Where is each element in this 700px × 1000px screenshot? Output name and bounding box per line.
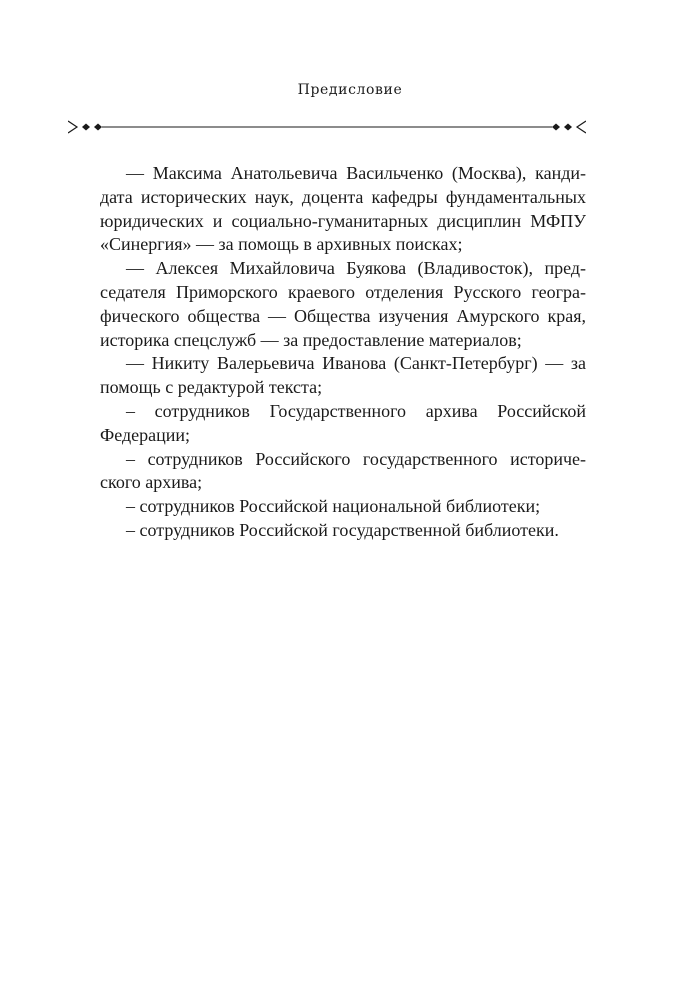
divider-ornament-icon: [68, 117, 586, 137]
text-line: ского архива;: [100, 472, 203, 493]
text-line: — Никиту Валерьевича Иванова (Санкт-Петербург) — за: [126, 353, 586, 374]
body-text: [100, 162, 586, 543]
text-line: — Максима Анатольевича Васильченко (Москва), канди-: [126, 163, 586, 183]
text-line: Федерации;: [100, 424, 191, 445]
text-line: помощь с редактурой текста;: [100, 377, 323, 398]
text-line: юридических и социально-гуманитарных дисциплин МФПУ: [100, 210, 586, 231]
text-line: – сотрудников Российского государственного историче-: [126, 448, 586, 469]
text-line: – сотрудников Государственного архива Российской: [126, 400, 586, 421]
text-line: «Синергия» — за помощь в архивных поисках;: [100, 234, 463, 255]
text-line: историка спецслужб — за предоставление материалов;: [100, 329, 522, 350]
text-line: седателя Приморского краевого отделения Русского геогра-: [100, 281, 586, 302]
text-line: фического общества — Общества изучения Амурского края,: [100, 305, 586, 326]
text-line: дата исторических наук, доцента кафедры фундаментальных: [100, 186, 586, 207]
text-line: — Алексея Михайловича Буякова (Владивосток), пред-: [126, 258, 586, 279]
text-line: – сотрудников Российской государственной библиотеки.: [126, 519, 559, 540]
text-line: – сотрудников Российской национальной библиотеки;: [126, 496, 541, 517]
running-head-title: Предисловие: [297, 82, 403, 98]
